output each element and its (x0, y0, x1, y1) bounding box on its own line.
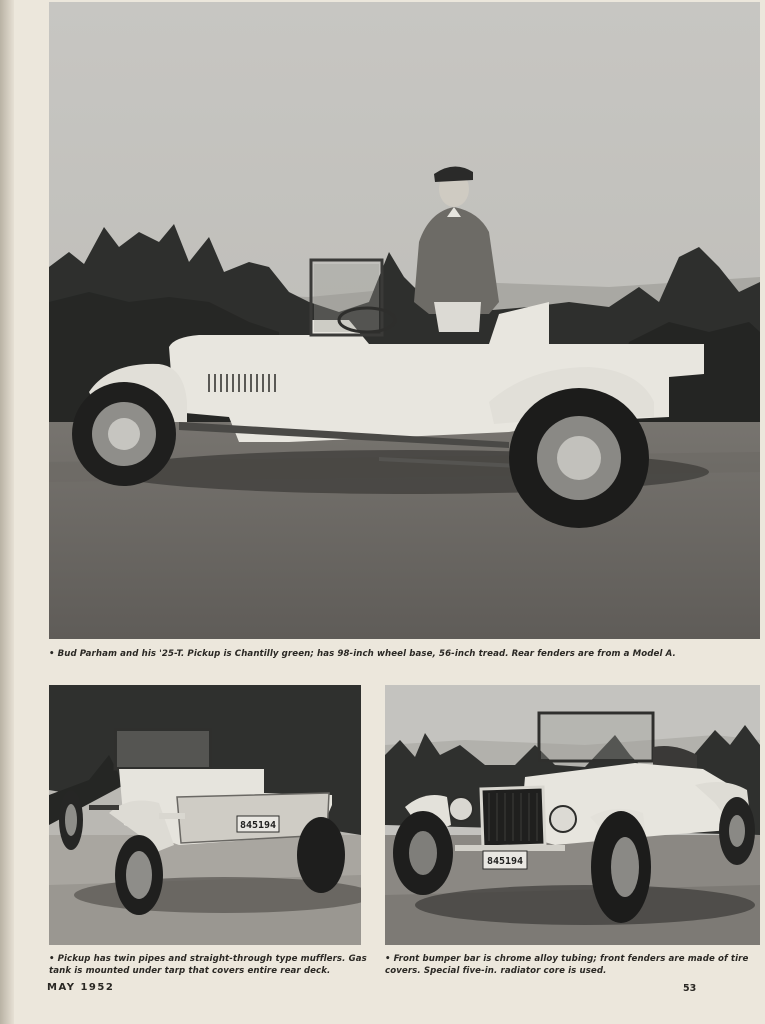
caption-bullet: • (49, 954, 55, 964)
issue-date: MAY 1952 (47, 982, 115, 993)
page-number: 53 (683, 983, 697, 994)
left-caption-text: Pickup has twin pipes and straight-through type mufflers. Gas tank is mounted under tarp that covers entire rear deck. (49, 954, 367, 976)
license-plate-text: 845194 (239, 820, 277, 831)
top-photo-caption (49, 648, 760, 660)
hot-rod-rear-photo (49, 685, 361, 945)
caption-bullet: • (49, 649, 55, 659)
hot-rod-front-illustration (385, 685, 760, 945)
hot-rod-front-photo (385, 685, 760, 945)
top-caption-text: Bud Parham and his '25-T. Pickup is Chantilly green; has 98-inch wheel base, 56-inch tread. Rear fenders are from a Model A. (57, 649, 676, 659)
hot-rod-side-photo (49, 2, 760, 639)
page-binding-edge (0, 0, 14, 1024)
right-photo-caption (385, 953, 760, 977)
hot-rod-rear-illustration (49, 685, 361, 945)
left-photo-caption (49, 953, 367, 977)
hot-rod-side-illustration (49, 2, 760, 639)
right-caption-text: Front bumper bar is chrome alloy tubing; front fenders are made of tire covers. Special five-in. radiator core is used. (385, 954, 749, 976)
caption-bullet: • (385, 954, 391, 964)
license-plate-front-text: 845194 (486, 856, 524, 867)
